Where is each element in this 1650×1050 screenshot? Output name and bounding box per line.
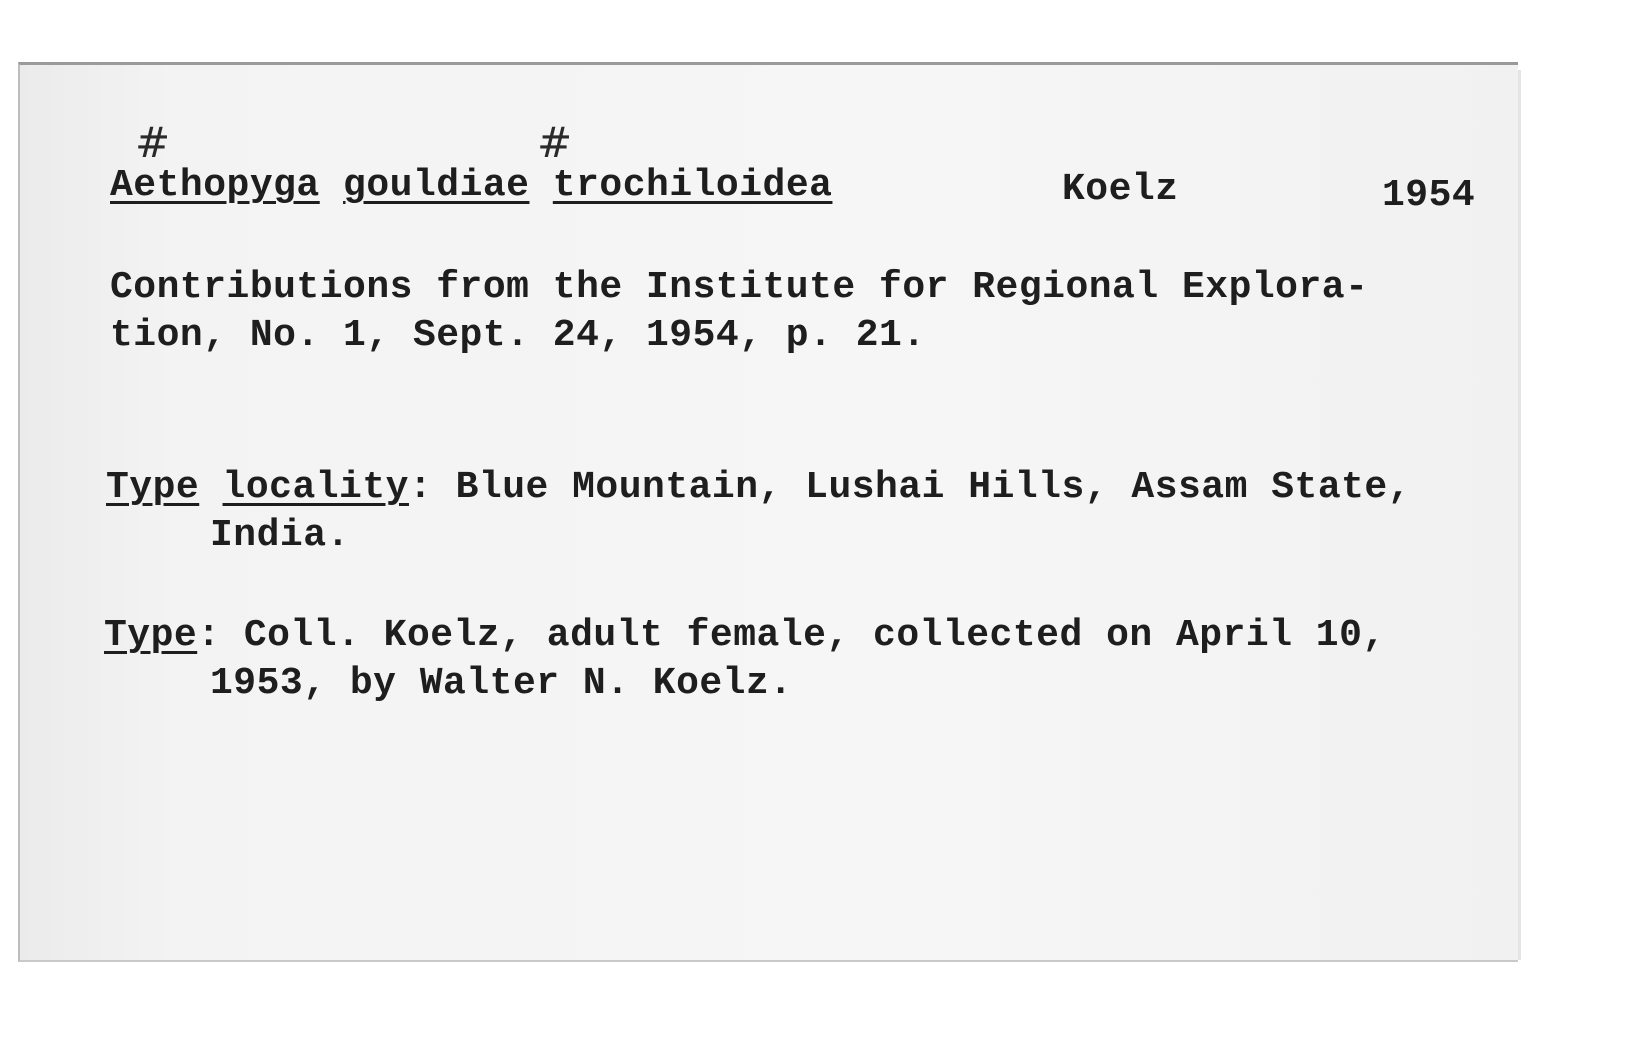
- genus-mark: #: [135, 118, 171, 167]
- taxon-name: [110, 162, 832, 210]
- type-locality-text: Blue Mountain, Lushai Hills, Assam State,: [432, 466, 1412, 509]
- type-locality-label-word-2: locality: [222, 466, 409, 509]
- card-right-edge: [1518, 70, 1521, 960]
- species-name: gouldiae: [343, 164, 530, 207]
- genus-name: Aethopyga: [110, 164, 320, 207]
- type-specimen-text: Coll. Koelz, adult female, collected on April 10,: [220, 614, 1386, 657]
- author-name: Koelz: [1062, 168, 1179, 211]
- year: 1954: [1382, 174, 1476, 217]
- type-label: Type: [104, 614, 198, 657]
- species-mark: #: [537, 118, 573, 167]
- subspecies-name: trochiloidea: [552, 164, 833, 207]
- citation-line-2: tion, No. 1, Sept. 24, 1954, p. 21.: [110, 314, 926, 357]
- type-specimen-line-1: [104, 612, 1386, 660]
- type-locality-separator: :: [408, 466, 433, 509]
- type-locality-line-2: India.: [210, 514, 350, 557]
- citation-line-1: Contributions from the Institute for Regional Explora-: [110, 266, 1369, 309]
- type-locality-line-1: [106, 464, 1411, 512]
- type-separator: :: [197, 614, 221, 657]
- type-specimen-line-2: 1953, by Walter N. Koelz.: [210, 662, 793, 705]
- type-locality-label-word-1: Type: [106, 466, 200, 509]
